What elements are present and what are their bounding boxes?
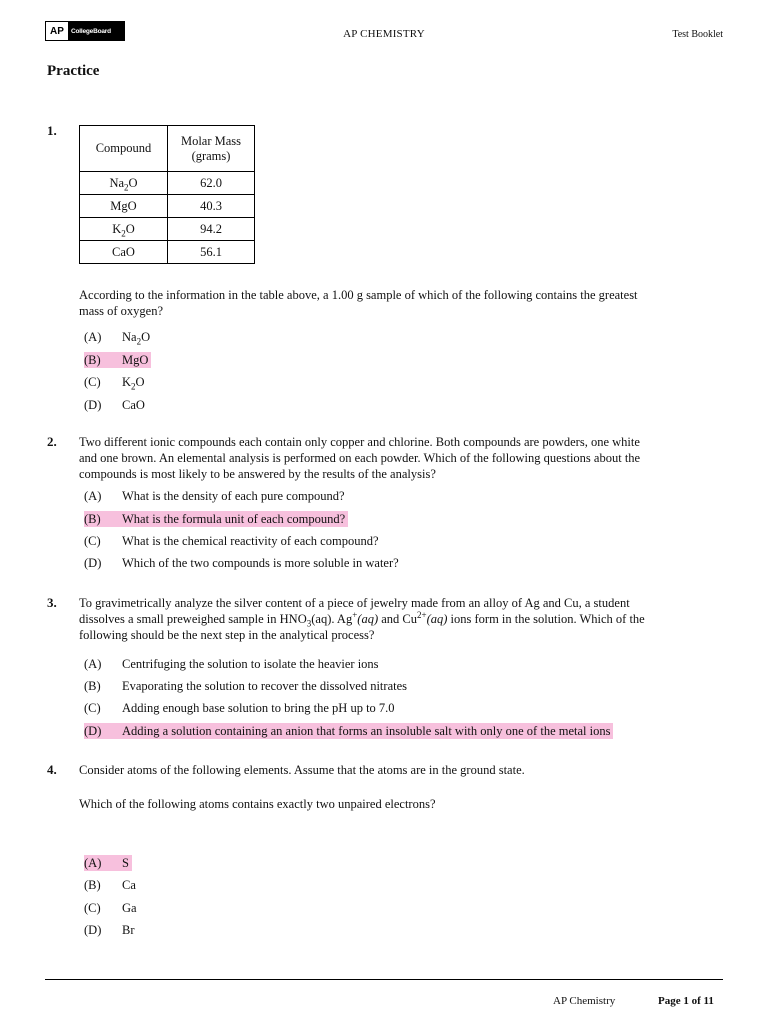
question-stem: Which of the following atoms contains exactly two unpaired electrons?	[79, 797, 436, 811]
option-text: MgO	[122, 353, 149, 367]
option-letter: (A)	[84, 657, 102, 671]
option-text: $Na_2O$	[122, 330, 151, 347]
highlighted-answer	[84, 855, 132, 871]
option-text: $K_2O$	[122, 375, 145, 392]
answer-option-c[interactable]	[84, 700, 395, 716]
option-text: Br	[122, 923, 135, 937]
option-letter: (D)	[84, 923, 102, 937]
stem-text: (aq)	[357, 612, 379, 626]
table-cell-mass: 62.0	[168, 172, 255, 195]
header-booklet-label: Test Booklet	[672, 29, 723, 40]
element-symbol: O	[125, 221, 135, 236]
stem-line: compounds is most likely to be answered by the results of the analysis?	[79, 467, 436, 481]
table-header-molar-mass	[168, 126, 255, 172]
question-stem	[79, 595, 739, 643]
table-cell-mass: 40.3	[168, 195, 255, 218]
stem-line	[79, 611, 739, 627]
table-row	[80, 218, 255, 241]
highlighted-answer	[84, 352, 151, 368]
option-text: What is the density of each pure compound?	[122, 489, 345, 503]
table-cell-compound	[80, 195, 168, 218]
table-row	[80, 172, 255, 195]
footer-divider	[45, 979, 723, 980]
table-row	[80, 195, 255, 218]
answer-option-a[interactable]	[84, 855, 132, 871]
answer-option-b[interactable]	[84, 877, 136, 893]
option-text: Adding enough base solution to bring the pH up to 7.0	[122, 701, 395, 715]
element-symbol: O	[128, 175, 138, 190]
question-number: 3.	[47, 595, 57, 610]
option-letter: (D)	[84, 398, 102, 412]
option-letter: (B)	[84, 878, 101, 892]
stem-line: Two different ionic compounds each contain only copper and chlorine. Both compounds are powders, one white	[79, 435, 640, 449]
molar-mass-header-text: Molar Mass (grams)	[180, 133, 242, 163]
answer-option-b[interactable]	[84, 511, 348, 527]
page-number: Page 1 of 11	[658, 995, 714, 1007]
table-cell-compound	[80, 241, 168, 264]
option-letter: (B)	[84, 512, 101, 526]
superscript: +	[352, 609, 358, 620]
stem-text: (aq)	[426, 612, 448, 626]
option-text: CaO	[122, 398, 145, 412]
stem-text: dissolves a small preweighed sample in HNO	[79, 612, 307, 626]
option-letter: (C)	[84, 901, 101, 915]
subscript: 2	[124, 182, 129, 192]
element-symbol: Mg	[110, 198, 128, 213]
question-stem: Consider atoms of the following elements. Assume that the atoms are in the ground state.	[79, 763, 525, 777]
logo-ap-text: AP	[46, 22, 68, 40]
question-stem	[79, 434, 739, 482]
option-letter: (B)	[84, 679, 101, 693]
answer-option-a[interactable]	[84, 329, 150, 345]
footer-subject: AP Chemistry	[553, 995, 616, 1007]
element-symbol: O	[127, 198, 137, 213]
table-cell-mass: 94.2	[168, 218, 255, 241]
stem-text: (aq). Ag	[311, 612, 353, 626]
option-letter: (A)	[84, 330, 102, 344]
answer-option-c[interactable]	[84, 533, 379, 549]
table-header-row	[80, 126, 255, 172]
answer-option-b[interactable]	[84, 352, 151, 368]
answer-option-d[interactable]	[84, 397, 145, 413]
answer-option-d[interactable]	[84, 555, 399, 571]
stem-text: and Cu	[378, 612, 417, 626]
option-text: Adding a solution containing an anion that forms an insoluble salt with only one of the metal ions	[122, 724, 611, 738]
stem-line: and one brown. An elemental analysis is performed on each powder. Which of the following questions about the	[79, 451, 641, 465]
superscript: 2+	[417, 609, 427, 620]
molar-mass-table	[79, 125, 255, 264]
highlighted-answer	[84, 723, 613, 739]
answer-option-b[interactable]	[84, 678, 407, 694]
subscript: 2	[121, 228, 126, 238]
option-letter: (B)	[84, 353, 101, 367]
answer-option-d[interactable]	[84, 922, 135, 938]
option-letter: (A)	[84, 489, 102, 503]
stem-line: following should be the next step in the analytical process?	[79, 628, 375, 642]
option-letter: (C)	[84, 534, 101, 548]
answer-option-c[interactable]	[84, 374, 145, 390]
logo-collegeboard-text: CollegeBoard	[68, 22, 124, 40]
option-text: What is the chemical reactivity of each compound?	[122, 534, 379, 548]
stem-line: To gravimetrically analyze the silver content of a piece of jewelry made from an alloy of Ag and Cu, a student	[79, 596, 630, 610]
question-number: 2.	[47, 434, 57, 449]
element-symbol: O	[125, 244, 135, 259]
element-symbol: K	[112, 221, 122, 236]
option-text: Which of the two compounds is more soluble in water?	[122, 556, 399, 570]
option-text: Evaporating the solution to recover the dissolved nitrates	[122, 679, 407, 693]
stem-line: According to the information in the table above, a 1.00 g sample of which of the following contains the greatest	[79, 288, 638, 302]
table-header-compound: Compound	[80, 126, 168, 172]
table-cell-compound	[80, 218, 168, 241]
highlighted-answer	[84, 511, 348, 527]
option-text: S	[122, 856, 129, 870]
section-title: Practice	[47, 63, 100, 79]
answer-option-a[interactable]	[84, 656, 379, 672]
option-text: Ga	[122, 901, 137, 915]
option-letter: (C)	[84, 375, 101, 389]
question-number: 1.	[47, 123, 57, 138]
header-title: AP CHEMISTRY	[343, 28, 425, 40]
element-symbol: Na	[109, 175, 125, 190]
element-symbol: Ca	[112, 244, 126, 259]
answer-option-d[interactable]	[84, 723, 613, 739]
option-text: Ca	[122, 878, 136, 892]
option-letter: (C)	[84, 701, 101, 715]
subscript: 3	[306, 618, 312, 629]
option-text: Centrifuging the solution to isolate the heavier ions	[122, 657, 379, 671]
option-text: What is the formula unit of each compound?	[122, 512, 346, 526]
table-cell-compound	[80, 172, 168, 195]
option-letter: (A)	[84, 856, 102, 870]
stem-text: ions form in the solution. Which of the	[447, 612, 645, 626]
stem-line: mass of oxygen?	[79, 304, 164, 318]
table-row	[80, 241, 255, 264]
table-cell-mass: 56.1	[168, 241, 255, 264]
option-letter: (D)	[84, 724, 102, 738]
question-number: 4.	[47, 762, 57, 777]
answer-option-c[interactable]	[84, 900, 137, 916]
question-stem	[79, 287, 729, 319]
option-letter: (D)	[84, 556, 102, 570]
answer-option-a[interactable]	[84, 488, 345, 504]
